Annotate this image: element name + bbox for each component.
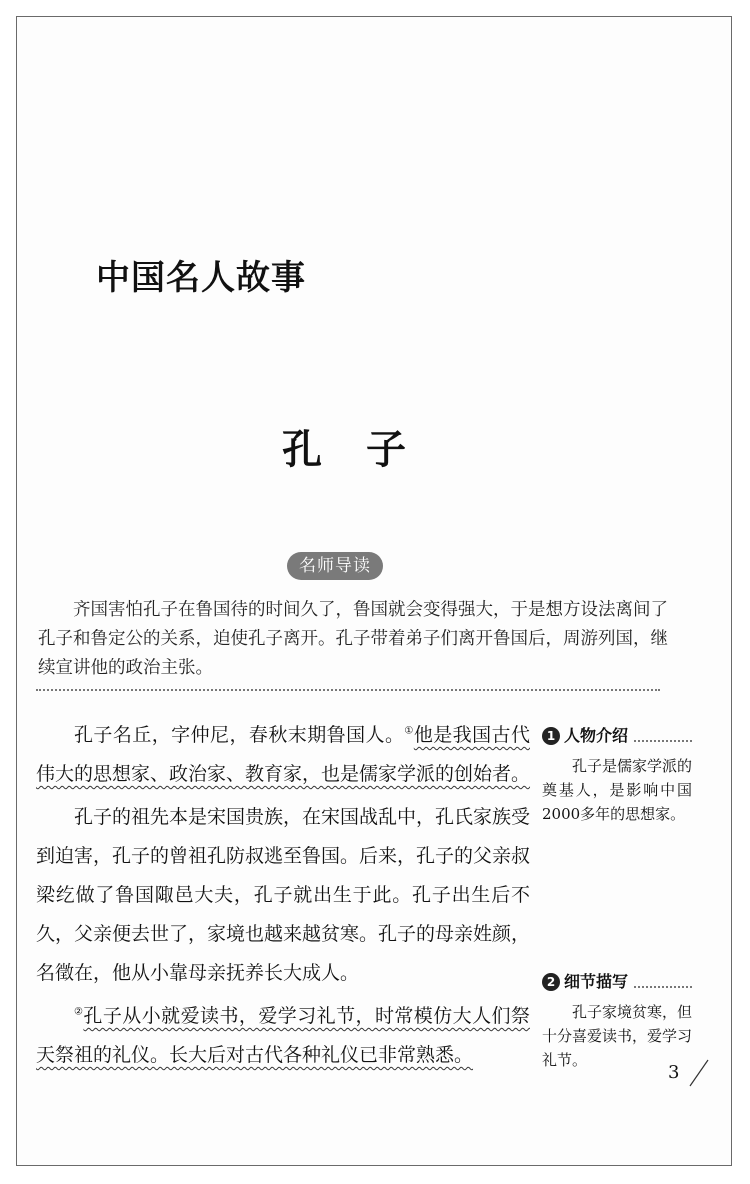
note-title-2: 细节描写 bbox=[564, 972, 629, 991]
note-title-1: 人物介绍 bbox=[564, 726, 629, 745]
guide-badge: 名师导读 bbox=[287, 552, 383, 580]
paragraph-2: 孔子的祖先本是宋国贵族，在宋国战乱中，孔氏家族受到迫害，孔子的曾祖孔防叔逃至鲁国。后来，孔子的父亲叔梁纥做了鲁国陬邑大夫，孔子就出生于此。孔子出生后不久，父亲便去世了，家境也越来越贫寒。孔子的母亲姓颜，名徵在，他从小靠母亲抚养长大成人。 bbox=[36, 806, 531, 984]
note-text-1: 孔子是儒家学派的奠基人，是影响中国2000多年的思想家。 bbox=[542, 757, 693, 823]
side-note-1 bbox=[542, 724, 692, 826]
note-dotted-line-2 bbox=[634, 976, 692, 988]
series-title: 中国名人故事 bbox=[96, 258, 306, 298]
page-corner-slash bbox=[688, 1058, 710, 1088]
note-number-1: 1 bbox=[542, 727, 560, 745]
note-number-2: 2 bbox=[542, 973, 560, 991]
note-dotted-line-1 bbox=[634, 730, 692, 742]
paragraph-1 bbox=[36, 716, 530, 794]
side-note-2 bbox=[542, 970, 692, 1072]
note-text-2: 孔子家境贫寒，但十分喜爱读书，爱学习礼节。 bbox=[542, 1003, 693, 1069]
dotted-divider bbox=[36, 689, 660, 691]
chapter-title: 孔子 bbox=[282, 426, 450, 473]
page-number: 3 bbox=[668, 1062, 680, 1083]
note-heading-2 bbox=[542, 970, 692, 994]
p1-plain: 孔子名丘，字仲尼，春秋末期鲁国人。 bbox=[74, 724, 405, 746]
annotation-mark-2: ② bbox=[74, 1006, 84, 1018]
guide-text: 齐国害怕孔子在鲁国待的时间久了，鲁国就会变得强大，于是想方设法离间了孔子和鲁定公的关系，迫使孔子离开。孔子带着弟子们离开鲁国后，周游列国，继续宣讲他的政治主张。 bbox=[38, 600, 668, 678]
main-text bbox=[36, 716, 530, 1079]
p3-underlined: 孔子从小就爱读书，爱学习礼节，时常模仿大人们祭天祭祖的礼仪。长大后对古代各种礼仪已非常熟悉。 bbox=[36, 1005, 530, 1066]
note-heading-1 bbox=[542, 724, 692, 748]
p1-underlined: 他是我国古代伟大的思想家、政治家、教育家，也是儒家学派的创始者。 bbox=[36, 724, 531, 785]
paragraph-3 bbox=[36, 997, 530, 1075]
annotation-mark-1: ① bbox=[404, 725, 414, 737]
